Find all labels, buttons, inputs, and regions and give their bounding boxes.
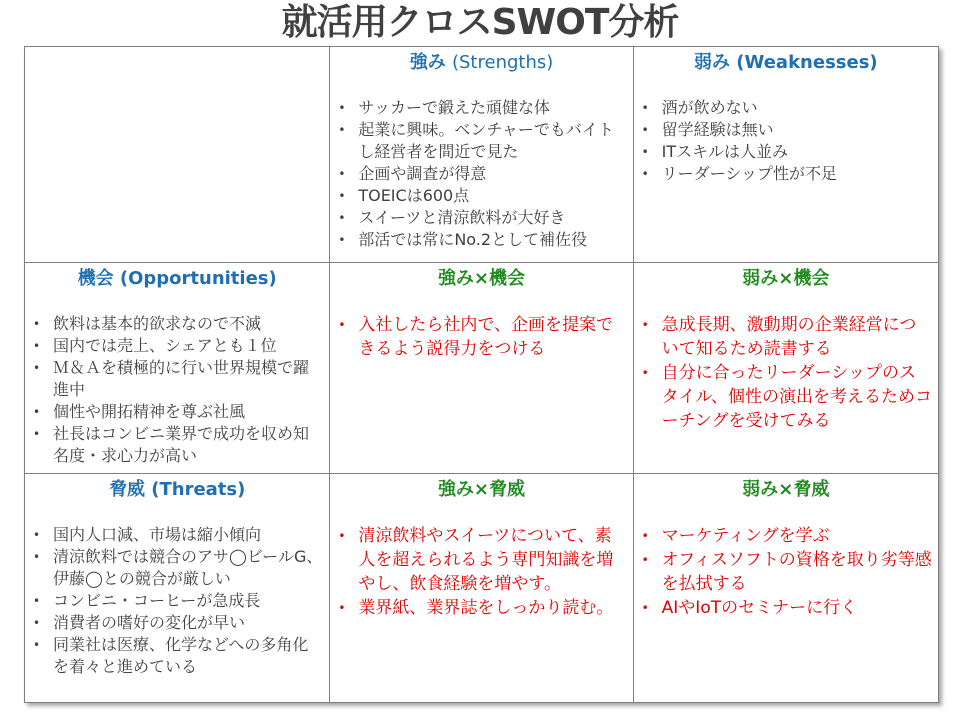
weaknesses-heading	[634, 51, 938, 75]
list-item: • 起業に興味。ベンチャーでもバイトし経営者を間近で見た	[338, 119, 626, 163]
list-item: • 同業社は医療、化学などへの多角化を着々と進めている	[33, 634, 323, 678]
list-item: • サッカーで鍛えた頑健な体	[338, 97, 626, 119]
weaknesses-heading-jp: 弱み	[694, 52, 730, 73]
wo-strategy-cell	[633, 263, 938, 473]
opportunities-cell	[25, 263, 330, 473]
list-item: • 部活では常にNo.2として補佐役	[338, 229, 626, 251]
threats-heading-jp: 脅威	[108, 478, 145, 500]
swot-matrix	[24, 46, 939, 703]
weaknesses-heading-en: (Weaknesses)	[736, 52, 878, 73]
threats-list	[25, 524, 329, 678]
threats-heading-en: (Threats)	[151, 478, 246, 500]
wt-strategy-cell	[633, 473, 938, 702]
list-item: • 社長はコンビニ業界で成功を収め知名度・求心力が高い	[33, 423, 323, 467]
list-item: • ITスキルは人並み	[642, 141, 932, 163]
list-item: • マーケティングを学ぶ	[642, 524, 932, 548]
list-item: • 消費者の嗜好の変化が早い	[33, 612, 323, 634]
list-item: • リーダーシップ性が不足	[642, 163, 932, 185]
list-item: • AIやIoTのセミナーに行く	[642, 596, 932, 620]
list-item: • オフィスソフトの資格を取り劣等感を払拭する	[642, 548, 932, 596]
threats-heading	[25, 478, 329, 502]
so-strategy-heading: 強み×機会	[437, 268, 526, 290]
list-item: • 入社したら社内で、企画を提案できるよう説得力をつける	[338, 313, 626, 361]
opportunities-heading-jp: 機会	[77, 268, 114, 290]
st-strategy-list	[330, 524, 632, 620]
st-strategy-heading: 強み×脅威	[437, 478, 526, 500]
wt-strategy-heading: 弱み×脅威	[742, 478, 830, 500]
list-item: • 個性や開拓精神を尊ぶ社風	[33, 401, 323, 423]
wo-strategy-heading: 弱み×機会	[742, 268, 830, 290]
weaknesses-list	[634, 97, 938, 185]
threats-cell	[25, 473, 330, 702]
list-item: • 留学経験は無い	[642, 119, 932, 141]
list-item: • コンビニ・コーヒーが急成長	[33, 590, 323, 612]
strengths-cell	[330, 47, 633, 263]
list-item: • 国内人口減、市場は縮小傾向	[33, 524, 323, 546]
list-item: • Ｍ＆Ａを積極的に行い世界規模で躍進中	[33, 357, 323, 401]
list-item: • 企画や調査が得意	[338, 163, 626, 185]
list-item: • 飲料は基本的欲求なので不滅	[33, 313, 323, 335]
list-item: • 急成長期、激動期の企業経営について知るため読書する	[642, 313, 932, 361]
opportunities-heading	[25, 267, 329, 291]
list-item: • 清涼飲料やスイーツについて、素人を超えられるよう専門知識を増やし、飲食経験を増やす。	[338, 524, 626, 596]
so-strategy-cell	[330, 263, 633, 473]
list-item: • 自分に合ったリーダーシップのスタイル、個性の演出を考えるためコーチングを受けてみる	[642, 361, 932, 433]
strengths-heading	[330, 51, 632, 75]
strengths-heading-jp: 強み	[409, 52, 446, 73]
opportunities-heading-en: (Opportunities)	[119, 268, 277, 290]
weaknesses-cell	[633, 47, 938, 263]
opportunities-list	[25, 313, 329, 467]
st-strategy-cell	[330, 473, 633, 702]
list-item: • 酒が飲めない	[642, 97, 932, 119]
strengths-list	[330, 97, 632, 251]
empty-corner-cell	[25, 47, 330, 263]
list-item: • TOEICは600点	[338, 185, 626, 207]
page-title: 就活用クロスSWOT分析	[281, 2, 679, 43]
list-item: • 業界紙、業界誌をしっかり読む。	[338, 596, 626, 620]
list-item: • 清涼飲料では競合のアサ◯ビールG、伊藤◯との競合が厳しい	[33, 546, 323, 590]
list-item: • 国内では売上、シェアとも１位	[33, 335, 323, 357]
wt-strategy-list	[634, 524, 938, 620]
strengths-heading-en: (Strengths)	[451, 52, 554, 73]
wo-strategy-list	[634, 313, 938, 433]
list-item: • スイーツと清涼飲料が大好き	[338, 207, 626, 229]
so-strategy-list	[330, 313, 632, 361]
